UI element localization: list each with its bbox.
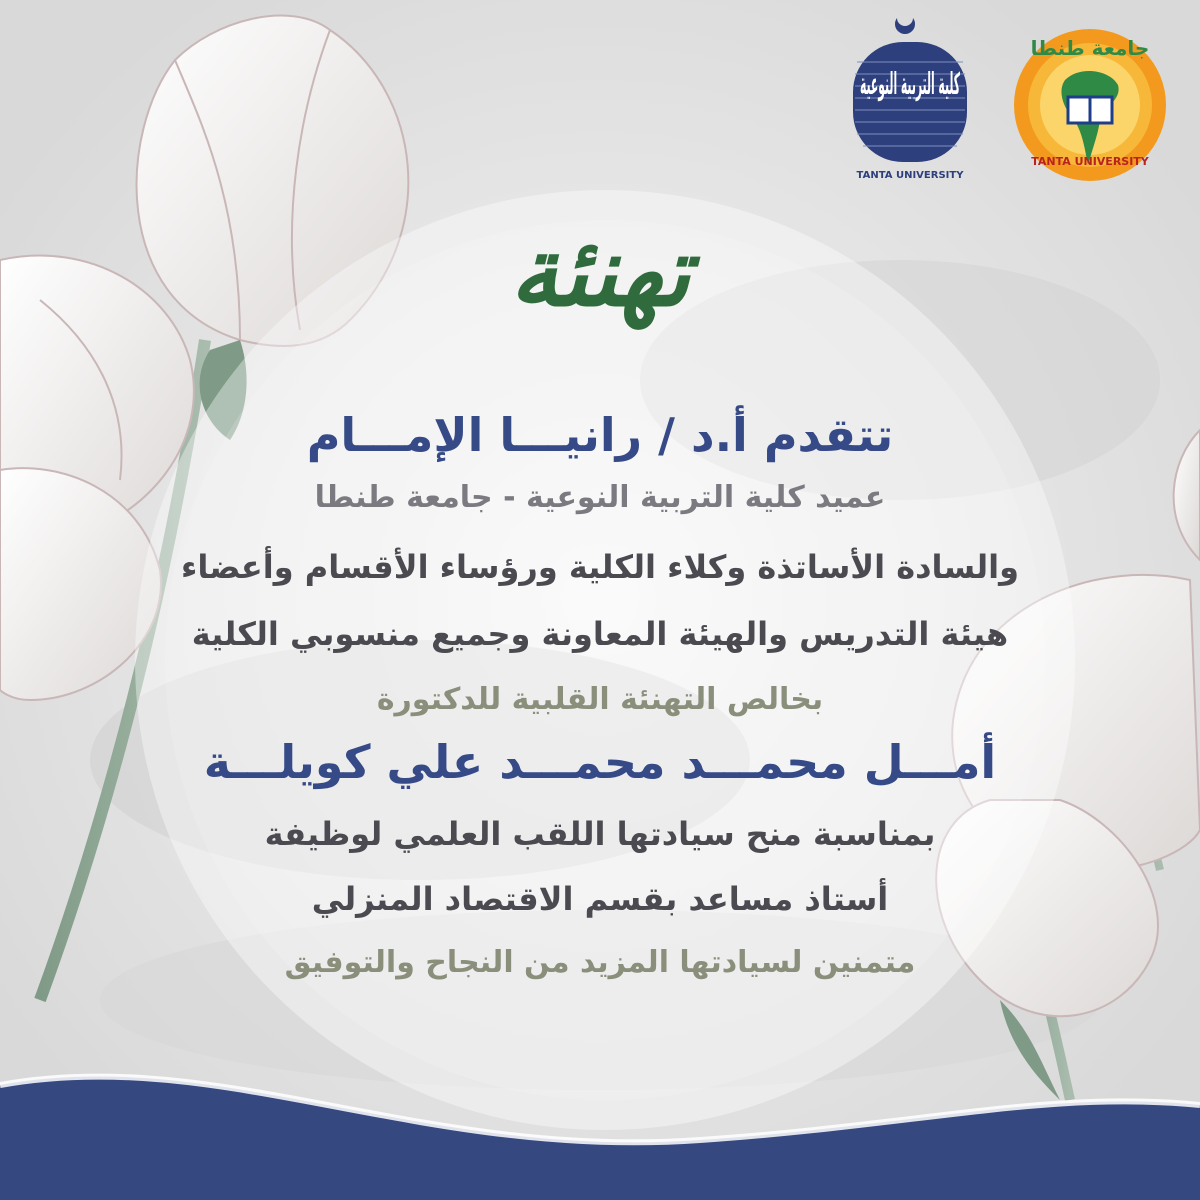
honoree-name: أمـــل محمـــد محمـــد علي كويلـــة (203, 735, 997, 789)
congrats-line: بخالص التهنئة القلبية للدكتورة (376, 682, 824, 717)
sender-line: تتقدم أ.د / رانيـــا الإمـــام (306, 408, 894, 462)
staff-line-2: هيئة التدريس والهيئة المعاونة وجميع منسوبي الكلية (191, 615, 1009, 653)
university-logo-caption: TANTA UNIVERSITY (1031, 155, 1149, 168)
faculty-logo-name: كلية التربية النوعية (860, 67, 961, 102)
faculty-logo (835, 12, 985, 182)
university-logo (1010, 25, 1170, 185)
faculty-logo-caption: TANTA UNIVERSITY (856, 170, 964, 181)
wishes-line: متمنين لسيادتها المزيد من النجاح والتوفيق (284, 945, 916, 980)
dean-title-line: عميد كلية التربية النوعية - جامعة طنطا (314, 480, 886, 515)
position-line: أستاذ مساعد بقسم الاقتصاد المنزلي (311, 880, 889, 918)
occasion-line: بمناسبة منح سيادتها اللقب العلمي لوظيفة (264, 815, 936, 853)
university-logo-name: جامعة طنطا (1030, 36, 1150, 60)
staff-line-1: والسادة الأساتذة وكلاء الكلية ورؤساء الأقسام وأعضاء (180, 548, 1019, 586)
card-title: تهنئة (509, 215, 691, 328)
